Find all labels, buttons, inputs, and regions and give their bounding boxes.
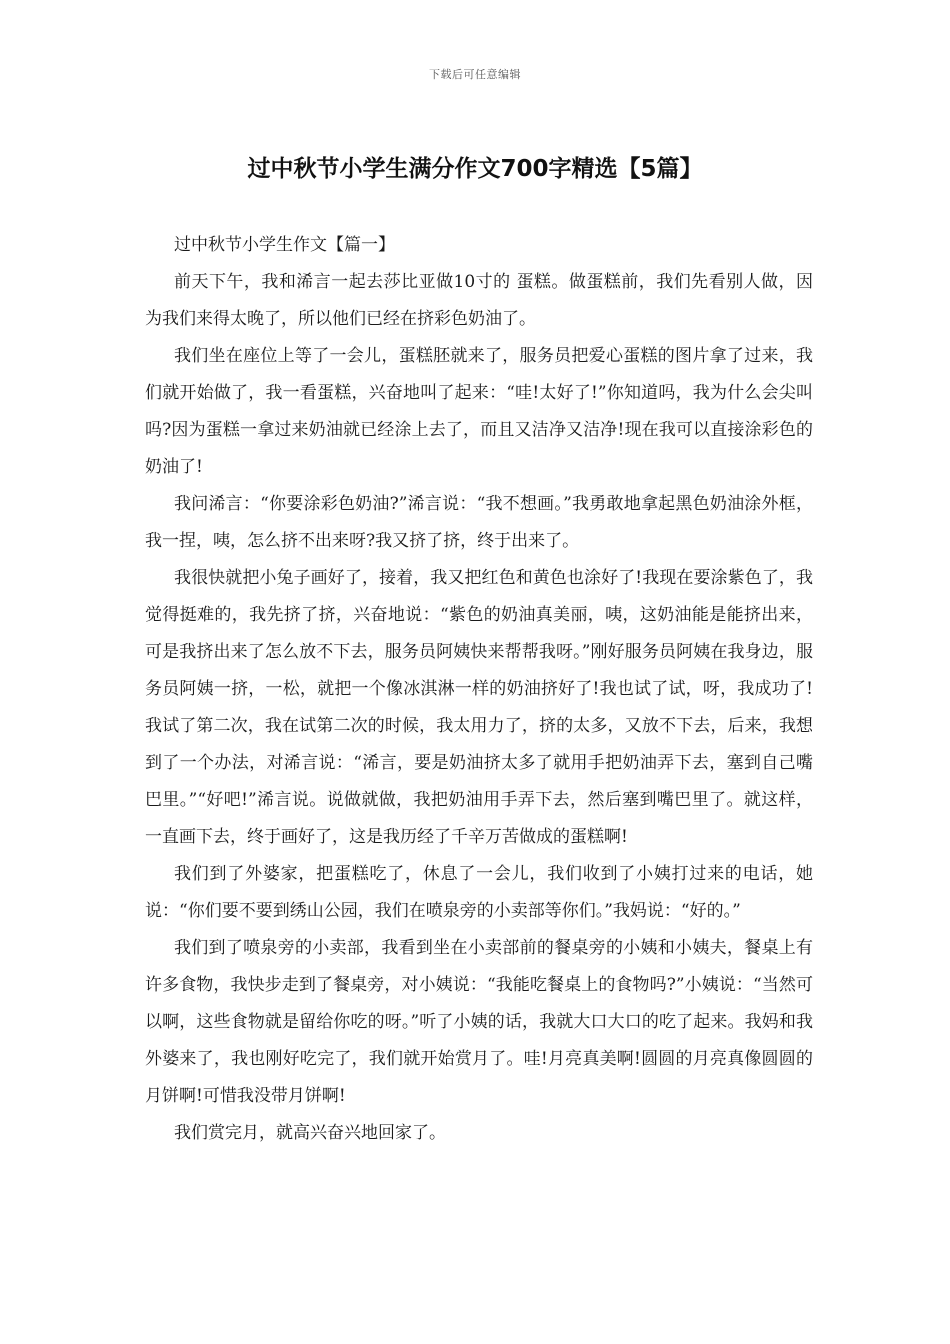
paragraph: 我们赏完月，就高兴奋兴地回家了。 xyxy=(174,1123,446,1143)
section-heading: 过中秋节小学生作文【篇一】 xyxy=(174,235,395,255)
paragraph: 我们到了喷泉旁的小卖部，我看到坐在小卖部前的餐桌旁的小姨和小姨夫，餐桌上有许多食物，我快步走到了餐桌旁，对小姨说：“我能吃餐桌上的食物吗?”小姨说：“当然可以啊，这些食物就是留给你吃的呀。”听了小姨的话，我就大口大口的吃了起来。我妈和我外婆来了，我也刚好吃完了，我们就开始赏月了。哇!月亮真美啊!圆圆的月亮真像圆圆的月饼啊!可惜我没带月饼啊! xyxy=(145,938,813,1106)
document-title: 过中秋节小学生满分作文700字精选【5篇】 xyxy=(247,156,703,182)
document-body xyxy=(145,227,813,1152)
paragraph: 我很快就把小兔子画好了，接着，我又把红色和黄色也涂好了!我现在要涂紫色了，我觉得挺难的，我先挤了挤，兴奋地说：“紫色的奶油真美丽，咦，这奶油能是能挤出来，可是我挤出来了怎么放不下去，服务员阿姨快来帮帮我呀。”刚好服务员阿姨在我身边，服务员阿姨一挤，一松，就把一个像冰淇淋一样的奶油挤好了!我也试了试，呀，我成功了!我试了第二次，我在试第二次的时候，我太用力了，挤的太多，又放不下去，后来，我想到了一个办法，对浠言说：“浠言，要是奶油挤太多了就用手把奶油弄下去，塞到自己嘴巴里。”“好吧!”浠言说。说做就做，我把奶油用手弄下去，然后塞到嘴巴里了。就这样，一直画下去，终于画好了，这是我历经了千辛万苦做成的蛋糕啊! xyxy=(145,568,813,847)
paragraph: 我们坐在座位上等了一会儿，蛋糕胚就来了，服务员把爱心蛋糕的图片拿了过来，我们就开始做了，我一看蛋糕，兴奋地叫了起来：“哇!太好了!”你知道吗，我为什么会尖叫吗?因为蛋糕一拿过来奶油就已经涂上去了，而且又洁净又洁净!现在我可以直接涂彩色的奶油了! xyxy=(145,346,813,477)
page-header-note: 下载后可任意编辑 xyxy=(429,68,521,81)
paragraph: 我们到了外婆家，把蛋糕吃了，休息了一会儿，我们收到了小姨打过来的电话，她说：“你们要不要到绣山公园，我们在喷泉旁的小卖部等你们。”我妈说：“好的。” xyxy=(145,864,813,921)
paragraph: 我问浠言：“你要涂彩色奶油?”浠言说：“我不想画。”我勇敢地拿起黑色奶油涂外框，我一捏，咦，怎么挤不出来呀?我又挤了挤，终于出来了。 xyxy=(145,494,813,551)
paragraph: 前天下午，我和浠言一起去莎比亚做10寸的 蛋糕。做蛋糕前，我们先看别人做，因为我们来得太晚了，所以他们已经在挤彩色奶油了。 xyxy=(145,272,813,329)
